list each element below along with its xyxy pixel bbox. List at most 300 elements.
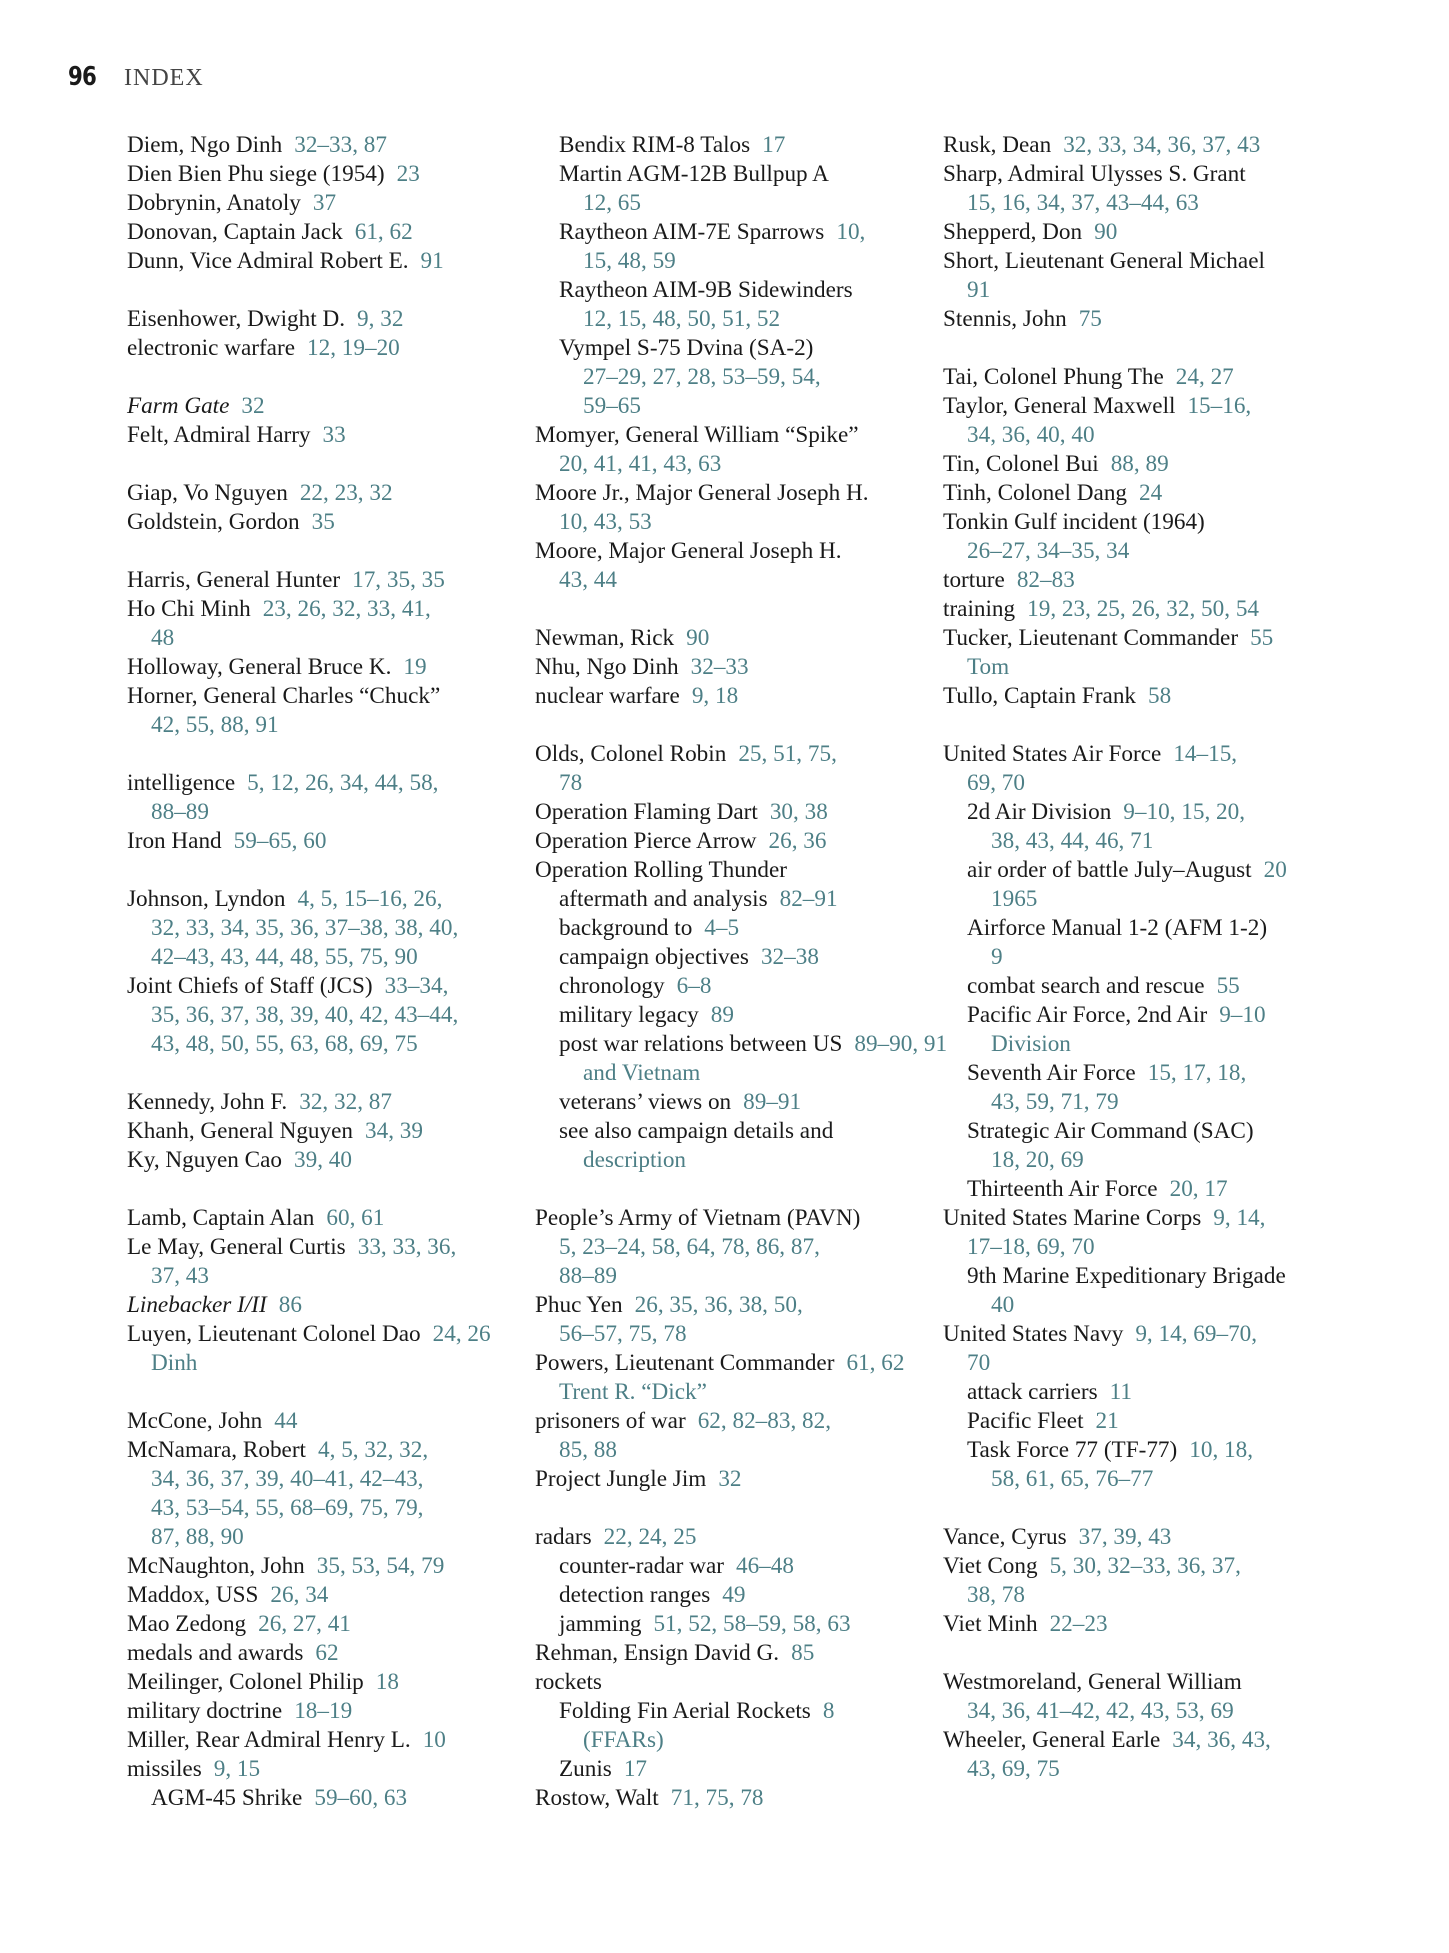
entry-term: Meilinger, Colonel Philip bbox=[127, 1669, 364, 1695]
entry-term: Folding Fin Aerial Rockets bbox=[559, 1698, 811, 1724]
page-references: 20, 17 bbox=[1169, 1176, 1228, 1202]
page-references: 33 bbox=[322, 422, 346, 448]
page-references: 9, 32 bbox=[357, 306, 404, 332]
entry-term: radars bbox=[535, 1524, 592, 1550]
index-entry bbox=[127, 189, 507, 218]
index-entry bbox=[127, 769, 507, 798]
index-entry bbox=[943, 914, 1333, 943]
page-references: 32, 33, 34, 36, 37, 43 bbox=[1063, 132, 1261, 158]
entry-term: Operation Rolling Thunder bbox=[535, 857, 788, 883]
entry-line: 88–89 bbox=[559, 1263, 617, 1289]
index-entry bbox=[127, 1552, 507, 1581]
index-entry bbox=[535, 479, 915, 508]
index-entry bbox=[943, 1117, 1333, 1146]
entry-term: Moore, Major General Joseph H. bbox=[535, 538, 842, 564]
entry-line: Dinh bbox=[151, 1350, 198, 1376]
index-entry bbox=[127, 334, 507, 363]
index-entry-continuation bbox=[127, 1465, 507, 1494]
page-references: 20 bbox=[1263, 857, 1287, 883]
index-entry-continuation bbox=[943, 1755, 1333, 1784]
page-references: 89–91 bbox=[743, 1089, 802, 1115]
entry-line: 18, 20, 69 bbox=[991, 1147, 1084, 1173]
index-column-3 bbox=[943, 131, 1333, 1784]
page-references: 88, 89 bbox=[1110, 451, 1169, 477]
index-entry bbox=[127, 479, 507, 508]
index-entry-continuation bbox=[943, 1465, 1333, 1494]
entry-line: 43, 48, 50, 55, 63, 68, 69, 75 bbox=[151, 1031, 418, 1057]
entry-term: Holloway, General Bruce K. bbox=[127, 654, 392, 680]
entry-term: combat search and rescue bbox=[967, 973, 1205, 999]
index-entry-continuation bbox=[943, 1581, 1333, 1610]
index-entry-continuation bbox=[127, 943, 507, 972]
page-references: 37 bbox=[312, 190, 337, 216]
entry-term: Miller, Rear Admiral Henry L. bbox=[127, 1727, 411, 1753]
page-references: 12, 19–20 bbox=[307, 335, 400, 361]
entry-term: Khanh, General Nguyen bbox=[127, 1118, 353, 1144]
entry-term: Dunn, Vice Admiral Robert E. bbox=[127, 248, 409, 274]
page-references: 9, 15 bbox=[213, 1756, 261, 1782]
entry-term: Le May, General Curtis bbox=[127, 1234, 346, 1260]
page-references: 44 bbox=[274, 1408, 298, 1434]
entry-line: 91 bbox=[967, 277, 991, 303]
index-entry bbox=[943, 1320, 1333, 1349]
index-entry bbox=[127, 218, 507, 247]
entry-term: military legacy bbox=[559, 1002, 699, 1028]
entry-gap bbox=[943, 334, 1333, 363]
page-references: 17 bbox=[762, 132, 786, 158]
entry-term: veterans’ views on bbox=[559, 1089, 732, 1115]
index-entry bbox=[943, 624, 1333, 653]
index-entry-continuation bbox=[943, 1030, 1333, 1059]
index-entry bbox=[127, 827, 507, 856]
index-entry-continuation bbox=[535, 1059, 915, 1088]
entry-line: 40 bbox=[991, 1292, 1015, 1318]
entry-line: 88–89 bbox=[151, 799, 209, 825]
index-entry bbox=[943, 1436, 1333, 1465]
page-references: 19 bbox=[403, 654, 427, 680]
entry-term: Lamb, Captain Alan bbox=[127, 1205, 315, 1231]
page-references: 60, 61 bbox=[326, 1205, 385, 1231]
index-entry bbox=[535, 1552, 915, 1581]
entry-term: Tonkin Gulf incident (1964) bbox=[943, 509, 1205, 535]
index-entry bbox=[943, 740, 1333, 769]
index-entry bbox=[943, 1610, 1333, 1639]
index-entry-continuation bbox=[127, 914, 507, 943]
entry-term: Ho Chi Minh bbox=[127, 596, 251, 622]
entry-term: background to bbox=[559, 915, 693, 941]
entry-term: Strategic Air Command (SAC) bbox=[967, 1118, 1254, 1144]
index-entry bbox=[535, 798, 915, 827]
entry-term: detection ranges bbox=[559, 1582, 711, 1608]
index-entry bbox=[535, 1349, 915, 1378]
entry-term: Dobrynin, Anatoly bbox=[127, 190, 301, 216]
entry-term: Vance, Cyrus bbox=[943, 1524, 1067, 1550]
entry-term: 9th Marine Expeditionary Brigade bbox=[967, 1263, 1286, 1289]
entry-term: Olds, Colonel Robin bbox=[535, 741, 727, 767]
entry-line: 43, 59, 71, 79 bbox=[991, 1089, 1119, 1115]
entry-line: 12, 65 bbox=[583, 190, 641, 216]
entry-line: 12, 15, 48, 50, 51, 52 bbox=[583, 306, 781, 332]
index-entry bbox=[535, 1523, 915, 1552]
index-entry bbox=[127, 1726, 507, 1755]
page-references: 15, 17, 18, bbox=[1147, 1060, 1247, 1086]
page-references: 39, 40 bbox=[294, 1147, 352, 1173]
entry-term: Diem, Ngo Dinh bbox=[127, 132, 283, 158]
index-entry-continuation bbox=[943, 827, 1333, 856]
entry-term: Tucker, Lieutenant Commander bbox=[943, 625, 1239, 651]
index-entry-continuation bbox=[535, 1320, 915, 1349]
page-references: 32 bbox=[241, 393, 265, 419]
page-references: 75 bbox=[1078, 306, 1102, 332]
page-references: 85 bbox=[791, 1640, 815, 1666]
index-entry bbox=[535, 1581, 915, 1610]
entry-gap bbox=[535, 1175, 915, 1204]
entry-line: 9 bbox=[991, 944, 1003, 970]
index-entry-continuation bbox=[535, 1233, 915, 1262]
page-references: 33, 33, 36, bbox=[357, 1234, 457, 1260]
entry-term: Westmoreland, General William bbox=[943, 1669, 1242, 1695]
entry-term: Operation Pierce Arrow bbox=[535, 828, 757, 854]
index-entry bbox=[127, 1146, 507, 1175]
page-references: 86 bbox=[278, 1292, 302, 1318]
index-entry bbox=[943, 508, 1333, 537]
index-entry bbox=[127, 1610, 507, 1639]
index-entry bbox=[943, 1407, 1333, 1436]
entry-term: Viet Minh bbox=[943, 1611, 1038, 1637]
index-entry bbox=[127, 1639, 507, 1668]
index-entry bbox=[535, 1407, 915, 1436]
index-entry bbox=[535, 1204, 915, 1233]
entry-term: Maddox, USS bbox=[127, 1582, 259, 1608]
index-entry-continuation bbox=[127, 1494, 507, 1523]
index-entry bbox=[127, 653, 507, 682]
page-references: 59–65, 60 bbox=[233, 828, 327, 854]
entry-term: Tullo, Captain Frank bbox=[943, 683, 1137, 709]
index-entry bbox=[943, 392, 1333, 421]
index-entry-continuation bbox=[127, 1001, 507, 1030]
index-entry bbox=[535, 1668, 915, 1697]
index-entry bbox=[535, 1697, 915, 1726]
entry-line: 15, 48, 59 bbox=[583, 248, 676, 274]
index-entry-continuation bbox=[535, 1262, 915, 1291]
page-references: 9, 14, bbox=[1213, 1205, 1266, 1231]
entry-line: 56–57, 75, 78 bbox=[559, 1321, 687, 1347]
index-entry bbox=[943, 450, 1333, 479]
index-entry bbox=[127, 1436, 507, 1465]
index-entry bbox=[943, 131, 1333, 160]
index-entry bbox=[127, 1320, 507, 1349]
entry-term: Farm Gate bbox=[127, 393, 230, 419]
page-references: 21 bbox=[1095, 1408, 1119, 1434]
page-references: 8 bbox=[822, 1698, 835, 1724]
entry-term: Thirteenth Air Force bbox=[967, 1176, 1158, 1202]
index-entry bbox=[535, 1088, 915, 1117]
entry-line: 26–27, 34–35, 34 bbox=[967, 538, 1130, 564]
entry-line: 69, 70 bbox=[967, 770, 1025, 796]
index-entry bbox=[943, 1204, 1333, 1233]
entry-term: Airforce Manual 1-2 (AFM 1-2) bbox=[967, 915, 1268, 941]
entry-gap bbox=[535, 711, 915, 740]
index-entry-continuation bbox=[943, 653, 1333, 682]
entry-term: Moore Jr., Major General Joseph H. bbox=[535, 480, 869, 506]
page-references: 32–33 bbox=[690, 654, 749, 680]
index-entry-continuation bbox=[943, 276, 1333, 305]
page-references: 9–10, 15, 20, bbox=[1123, 799, 1246, 825]
entry-term: Eisenhower, Dwight D. bbox=[127, 306, 346, 332]
entry-term: Seventh Air Force bbox=[967, 1060, 1136, 1086]
entry-term: medals and awards bbox=[127, 1640, 304, 1666]
index-entry bbox=[127, 1407, 507, 1436]
index-entry bbox=[535, 943, 915, 972]
index-entry-continuation bbox=[943, 885, 1333, 914]
entry-term: Harris, General Hunter bbox=[127, 567, 341, 593]
entry-term: Viet Cong bbox=[943, 1553, 1038, 1579]
index-entry-continuation bbox=[943, 189, 1333, 218]
index-entry-continuation bbox=[943, 943, 1333, 972]
page-references: 62, 82–83, 82, bbox=[697, 1408, 832, 1434]
page-references: 55 bbox=[1216, 973, 1240, 999]
index-entry bbox=[535, 537, 915, 566]
page-references: 90 bbox=[1094, 219, 1118, 245]
entry-term: Rostow, Walt bbox=[535, 1785, 659, 1811]
index-entry bbox=[535, 421, 915, 450]
index-entry bbox=[943, 1668, 1333, 1697]
index-entry-continuation bbox=[127, 1262, 507, 1291]
index-entry bbox=[943, 363, 1333, 392]
entry-term: Giap, Vo Nguyen bbox=[127, 480, 288, 506]
index-entry-continuation bbox=[127, 798, 507, 827]
entry-line: 78 bbox=[559, 770, 583, 796]
section-title: INDEX bbox=[124, 65, 204, 91]
page-references: 23, 26, 32, 33, 41, bbox=[262, 596, 431, 622]
index-entry bbox=[943, 1523, 1333, 1552]
entry-term: Tin, Colonel Bui bbox=[943, 451, 1099, 477]
index-entry bbox=[943, 1378, 1333, 1407]
entry-term: Donovan, Captain Jack bbox=[127, 219, 343, 245]
entry-gap bbox=[127, 1378, 507, 1407]
index-entry bbox=[127, 1291, 507, 1320]
index-entry-continuation bbox=[535, 189, 915, 218]
index-entry-continuation bbox=[535, 450, 915, 479]
entry-term: Powers, Lieutenant Commander bbox=[535, 1350, 835, 1376]
index-entry bbox=[127, 1088, 507, 1117]
index-entry-continuation bbox=[535, 1378, 915, 1407]
entry-line: 42–43, 43, 44, 48, 55, 75, 90 bbox=[151, 944, 418, 970]
entry-gap bbox=[127, 363, 507, 392]
page-references: 46–48 bbox=[735, 1553, 794, 1579]
entry-term: Momyer, General William “Spike” bbox=[535, 422, 859, 448]
entry-term: Short, Lieutenant General Michael bbox=[943, 248, 1265, 274]
index-entry bbox=[127, 1581, 507, 1610]
index-entry-continuation bbox=[535, 392, 915, 421]
entry-term: electronic warfare bbox=[127, 335, 295, 361]
entry-term: Horner, General Charles “Chuck” bbox=[127, 683, 441, 709]
entry-line: 38, 78 bbox=[967, 1582, 1025, 1608]
entry-line: description bbox=[583, 1147, 687, 1173]
entry-line: 42, 55, 88, 91 bbox=[151, 712, 279, 738]
entry-term: Zunis bbox=[559, 1756, 612, 1782]
entry-term: McNaughton, John bbox=[127, 1553, 305, 1579]
page-references: 51, 52, 58–59, 58, 63 bbox=[653, 1611, 851, 1637]
page-references: 10, 18, bbox=[1189, 1437, 1254, 1463]
index-entry-continuation bbox=[943, 1146, 1333, 1175]
index-entry-continuation bbox=[127, 1349, 507, 1378]
entry-term: prisoners of war bbox=[535, 1408, 686, 1434]
index-entry bbox=[943, 1262, 1333, 1291]
index-entry-continuation bbox=[535, 1726, 915, 1755]
index-entry bbox=[127, 1204, 507, 1233]
entry-term: Stennis, John bbox=[943, 306, 1067, 332]
entry-term: Raytheon AIM-9B Sidewinders bbox=[559, 277, 853, 303]
index-entry bbox=[943, 1059, 1333, 1088]
entry-line: 87, 88, 90 bbox=[151, 1524, 244, 1550]
page-references: 33–34, bbox=[384, 973, 449, 999]
index-entry-continuation bbox=[535, 1146, 915, 1175]
index-entry bbox=[127, 131, 507, 160]
index-entry-continuation bbox=[127, 1030, 507, 1059]
entry-term: aftermath and analysis bbox=[559, 886, 768, 912]
page-references: 15–16, bbox=[1187, 393, 1252, 419]
entry-line: 58, 61, 65, 76–77 bbox=[991, 1466, 1154, 1492]
page-references: 19, 23, 25, 26, 32, 50, 54 bbox=[1027, 596, 1259, 622]
entry-gap bbox=[535, 1494, 915, 1523]
index-entry bbox=[127, 595, 507, 624]
entry-term: Operation Flaming Dart bbox=[535, 799, 758, 825]
entry-term: McCone, John bbox=[127, 1408, 263, 1434]
entry-line: 32, 33, 34, 35, 36, 37–38, 38, 40, bbox=[151, 915, 459, 941]
index-entry-continuation bbox=[535, 769, 915, 798]
page-references: 32 bbox=[718, 1466, 742, 1492]
entry-term: Wheeler, General Earle bbox=[943, 1727, 1161, 1753]
page-references: 49 bbox=[722, 1582, 746, 1608]
entry-term: 2d Air Division bbox=[967, 799, 1112, 825]
index-entry bbox=[127, 508, 507, 537]
page-references: 34, 36, 43, bbox=[1172, 1727, 1271, 1753]
index-entry bbox=[943, 798, 1333, 827]
index-entry bbox=[127, 1755, 507, 1784]
entry-gap bbox=[127, 856, 507, 885]
index-entry-continuation bbox=[943, 1291, 1333, 1320]
page-header bbox=[68, 62, 204, 102]
index-entry-continuation bbox=[943, 537, 1333, 566]
index-entry-continuation bbox=[535, 247, 915, 276]
page-references: 24, 26 bbox=[432, 1321, 491, 1347]
index-entry bbox=[127, 1784, 507, 1813]
page-references: 55 bbox=[1250, 625, 1274, 651]
page-references: 10 bbox=[422, 1727, 446, 1753]
index-entry bbox=[943, 566, 1333, 595]
entry-line: 70 bbox=[967, 1350, 991, 1376]
index-entry bbox=[127, 421, 507, 450]
entry-term: Bendix RIM-8 Talos bbox=[559, 132, 751, 158]
index-entry-continuation bbox=[127, 624, 507, 653]
index-entry-continuation bbox=[943, 421, 1333, 450]
entry-term: campaign objectives bbox=[559, 944, 749, 970]
page-references: 23 bbox=[396, 161, 420, 187]
entry-term: missiles bbox=[127, 1756, 202, 1782]
page-references: 9, 14, 69–70, bbox=[1135, 1321, 1258, 1347]
entry-term: Phuc Yen bbox=[535, 1292, 623, 1318]
index-entry bbox=[535, 1784, 915, 1813]
index-entry bbox=[535, 740, 915, 769]
entry-term: attack carriers bbox=[967, 1379, 1098, 1405]
page-references: 17, 35, 35 bbox=[352, 567, 445, 593]
index-entry bbox=[535, 624, 915, 653]
index-entry bbox=[943, 856, 1333, 885]
entry-term: Felt, Admiral Harry bbox=[127, 422, 311, 448]
entry-term: counter-radar war bbox=[559, 1553, 724, 1579]
page-references: 90 bbox=[686, 625, 710, 651]
entry-line: Tom bbox=[967, 654, 1010, 680]
index-entry bbox=[535, 218, 915, 247]
index-entry-continuation bbox=[943, 1697, 1333, 1726]
page-references: 26, 35, 36, 38, 50, bbox=[634, 1292, 803, 1318]
entry-line: 43, 69, 75 bbox=[967, 1756, 1060, 1782]
index-column-2 bbox=[535, 131, 948, 1813]
entry-gap bbox=[535, 595, 915, 624]
entry-term: Ky, Nguyen Cao bbox=[127, 1147, 282, 1173]
index-entry bbox=[127, 566, 507, 595]
entry-line: 59–65 bbox=[583, 393, 641, 419]
page-references: 35, 53, 54, 79 bbox=[316, 1553, 445, 1579]
entry-term: Pacific Air Force, 2nd Air bbox=[967, 1002, 1208, 1028]
index-entry bbox=[535, 827, 915, 856]
entry-line: 34, 36, 40, 40 bbox=[967, 422, 1095, 448]
index-entry bbox=[127, 1668, 507, 1697]
entry-term: Mao Zedong bbox=[127, 1611, 247, 1637]
entry-term: chronology bbox=[559, 973, 665, 999]
index-entry bbox=[535, 1465, 915, 1494]
entry-term: Tinh, Colonel Dang bbox=[943, 480, 1128, 506]
entry-line: Division bbox=[991, 1031, 1071, 1057]
page-references: 26, 27, 41 bbox=[258, 1611, 351, 1637]
entry-line: 27–29, 27, 28, 53–59, 54, bbox=[583, 364, 821, 390]
entry-term: Taylor, General Maxwell bbox=[943, 393, 1176, 419]
page-references: 17 bbox=[623, 1756, 648, 1782]
entry-line: 37, 43 bbox=[151, 1263, 209, 1289]
index-entry bbox=[943, 247, 1333, 276]
entry-line: Trent R. “Dick” bbox=[559, 1379, 707, 1405]
entry-term: AGM-45 Shrike bbox=[151, 1785, 303, 1811]
page-references: 14–15, bbox=[1173, 741, 1238, 767]
page-references: 91 bbox=[420, 248, 444, 274]
index-entry-continuation bbox=[943, 1233, 1333, 1262]
page-references: 35 bbox=[311, 509, 335, 535]
page-number: 96 bbox=[68, 62, 97, 92]
entry-term: United States Air Force bbox=[943, 741, 1162, 767]
page-references: 22, 24, 25 bbox=[603, 1524, 697, 1550]
index-entry bbox=[127, 1117, 507, 1146]
page-references: 9, 18 bbox=[691, 683, 739, 709]
index-entry bbox=[535, 334, 915, 363]
page-references: 18–19 bbox=[294, 1698, 353, 1724]
page-references: 71, 75, 78 bbox=[670, 1785, 764, 1811]
index-entry bbox=[943, 682, 1333, 711]
entry-term: Linebacker I/II bbox=[127, 1292, 267, 1318]
entry-gap bbox=[943, 1639, 1333, 1668]
page-references: 61, 62 bbox=[846, 1350, 905, 1376]
page-references: 37, 39, 43 bbox=[1078, 1524, 1172, 1550]
index-entry-continuation bbox=[535, 566, 915, 595]
entry-term: Dien Bien Phu siege (1954) bbox=[127, 161, 385, 187]
page-references: 18 bbox=[375, 1669, 399, 1695]
entry-term: post war relations between US bbox=[559, 1031, 843, 1057]
index-entry bbox=[943, 595, 1333, 624]
index-entry bbox=[535, 914, 915, 943]
index-column-1 bbox=[127, 131, 507, 1813]
index-entry bbox=[535, 1755, 915, 1784]
entry-gap bbox=[127, 276, 507, 305]
